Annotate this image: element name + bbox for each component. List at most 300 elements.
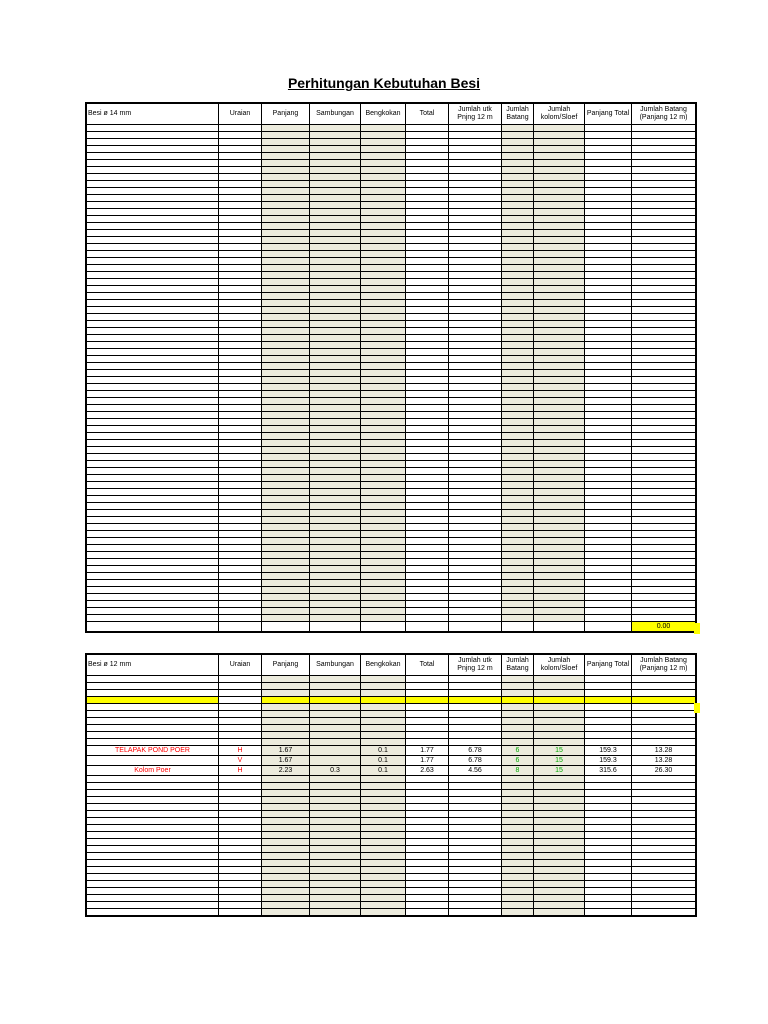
cell[interactable]: [585, 447, 632, 454]
cell[interactable]: [219, 704, 262, 711]
cell[interactable]: [406, 356, 449, 363]
cell[interactable]: [87, 797, 219, 804]
cell[interactable]: [262, 251, 310, 258]
cell[interactable]: [310, 622, 361, 632]
cell[interactable]: [361, 489, 406, 496]
cell[interactable]: [534, 482, 585, 489]
cell[interactable]: [585, 739, 632, 746]
cell[interactable]: [534, 244, 585, 251]
cell[interactable]: [406, 818, 449, 825]
cell[interactable]: [262, 825, 310, 832]
cell[interactable]: [361, 356, 406, 363]
cell[interactable]: [534, 237, 585, 244]
cell[interactable]: [361, 690, 406, 697]
cell[interactable]: [406, 216, 449, 223]
cell[interactable]: [502, 601, 534, 608]
cell[interactable]: [449, 377, 502, 384]
cell[interactable]: [585, 867, 632, 874]
cell[interactable]: [87, 125, 219, 132]
cell[interactable]: [87, 732, 219, 739]
cell[interactable]: [406, 167, 449, 174]
cell-jumlah-batang-12[interactable]: 26.30: [632, 766, 696, 776]
cell[interactable]: [361, 328, 406, 335]
cell[interactable]: [534, 580, 585, 587]
cell[interactable]: [534, 335, 585, 342]
cell[interactable]: [502, 265, 534, 272]
cell[interactable]: [585, 732, 632, 739]
cell[interactable]: [361, 174, 406, 181]
cell[interactable]: [502, 209, 534, 216]
cell[interactable]: [585, 683, 632, 690]
cell[interactable]: [449, 216, 502, 223]
cell[interactable]: [632, 286, 696, 293]
cell[interactable]: [406, 690, 449, 697]
cell[interactable]: [87, 230, 219, 237]
cell[interactable]: [449, 125, 502, 132]
cell[interactable]: [361, 468, 406, 475]
cell[interactable]: [449, 209, 502, 216]
cell[interactable]: [449, 349, 502, 356]
cell[interactable]: [449, 342, 502, 349]
cell[interactable]: [219, 825, 262, 832]
cell[interactable]: [310, 209, 361, 216]
cell[interactable]: [502, 125, 534, 132]
cell[interactable]: [406, 475, 449, 482]
cell[interactable]: [632, 587, 696, 594]
cell[interactable]: [502, 804, 534, 811]
cell[interactable]: [502, 251, 534, 258]
cell[interactable]: [585, 622, 632, 632]
cell[interactable]: [632, 704, 696, 711]
cell[interactable]: [219, 622, 262, 632]
cell[interactable]: [406, 797, 449, 804]
cell[interactable]: [449, 412, 502, 419]
cell[interactable]: [310, 531, 361, 538]
cell[interactable]: [502, 398, 534, 405]
cell[interactable]: [502, 370, 534, 377]
cell[interactable]: [449, 258, 502, 265]
cell[interactable]: [87, 697, 219, 704]
cell[interactable]: [87, 153, 219, 160]
cell[interactable]: [585, 601, 632, 608]
cell-jumlah-utk[interactable]: 6.78: [449, 746, 502, 756]
cell[interactable]: [585, 853, 632, 860]
cell[interactable]: [449, 895, 502, 902]
cell[interactable]: [361, 258, 406, 265]
cell[interactable]: [406, 839, 449, 846]
cell[interactable]: [219, 230, 262, 237]
cell[interactable]: [632, 510, 696, 517]
cell[interactable]: [502, 615, 534, 622]
cell[interactable]: [310, 566, 361, 573]
cell[interactable]: [406, 902, 449, 909]
cell[interactable]: [502, 517, 534, 524]
cell[interactable]: [87, 433, 219, 440]
cell[interactable]: [262, 139, 310, 146]
cell[interactable]: [585, 125, 632, 132]
cell[interactable]: [502, 475, 534, 482]
cell[interactable]: [632, 839, 696, 846]
cell[interactable]: [361, 398, 406, 405]
cell[interactable]: [502, 139, 534, 146]
cell[interactable]: [449, 335, 502, 342]
cell[interactable]: [449, 888, 502, 895]
cell[interactable]: [406, 615, 449, 622]
cell[interactable]: [361, 615, 406, 622]
cell[interactable]: [632, 676, 696, 683]
cell[interactable]: [262, 209, 310, 216]
cell[interactable]: [262, 202, 310, 209]
cell[interactable]: [449, 132, 502, 139]
cell[interactable]: [502, 195, 534, 202]
cell[interactable]: [310, 363, 361, 370]
cell[interactable]: [87, 704, 219, 711]
cell[interactable]: [262, 314, 310, 321]
cell[interactable]: [361, 433, 406, 440]
cell[interactable]: [406, 732, 449, 739]
cell[interactable]: [449, 489, 502, 496]
cell[interactable]: [87, 461, 219, 468]
cell[interactable]: [502, 132, 534, 139]
cell[interactable]: [219, 839, 262, 846]
cell[interactable]: [449, 188, 502, 195]
cell[interactable]: [449, 531, 502, 538]
cell[interactable]: [449, 503, 502, 510]
cell[interactable]: [534, 223, 585, 230]
cell[interactable]: [406, 188, 449, 195]
cell[interactable]: [585, 300, 632, 307]
cell[interactable]: [585, 580, 632, 587]
cell[interactable]: [310, 909, 361, 916]
cell[interactable]: [361, 776, 406, 783]
cell[interactable]: [262, 461, 310, 468]
cell[interactable]: [219, 697, 262, 704]
cell[interactable]: [406, 181, 449, 188]
cell[interactable]: [632, 314, 696, 321]
cell[interactable]: [585, 356, 632, 363]
cell[interactable]: [632, 608, 696, 615]
cell[interactable]: [406, 489, 449, 496]
cell[interactable]: [449, 286, 502, 293]
cell-uraian[interactable]: H: [219, 746, 262, 756]
cell[interactable]: [449, 538, 502, 545]
cell[interactable]: [219, 321, 262, 328]
cell[interactable]: [262, 545, 310, 552]
cell[interactable]: [534, 860, 585, 867]
cell[interactable]: [534, 265, 585, 272]
cell[interactable]: [219, 804, 262, 811]
cell[interactable]: [262, 531, 310, 538]
cell[interactable]: [502, 797, 534, 804]
cell[interactable]: [534, 209, 585, 216]
cell[interactable]: [534, 174, 585, 181]
cell[interactable]: [262, 321, 310, 328]
cell[interactable]: [449, 356, 502, 363]
cell[interactable]: [406, 524, 449, 531]
cell[interactable]: [310, 419, 361, 426]
cell[interactable]: [262, 160, 310, 167]
cell[interactable]: [219, 482, 262, 489]
cell[interactable]: [406, 244, 449, 251]
cell[interactable]: [87, 167, 219, 174]
cell[interactable]: [361, 732, 406, 739]
cell[interactable]: [310, 545, 361, 552]
cell[interactable]: [310, 690, 361, 697]
cell[interactable]: [219, 223, 262, 230]
cell[interactable]: [449, 265, 502, 272]
cell[interactable]: [310, 832, 361, 839]
cell[interactable]: [585, 552, 632, 559]
cell[interactable]: [219, 888, 262, 895]
cell[interactable]: [262, 790, 310, 797]
cell[interactable]: [310, 391, 361, 398]
cell[interactable]: [632, 811, 696, 818]
cell[interactable]: [534, 216, 585, 223]
cell[interactable]: [219, 510, 262, 517]
cell[interactable]: [585, 146, 632, 153]
cell[interactable]: [534, 314, 585, 321]
cell[interactable]: [219, 739, 262, 746]
cell[interactable]: [502, 538, 534, 545]
cell[interactable]: [406, 160, 449, 167]
cell[interactable]: [632, 881, 696, 888]
cell[interactable]: [585, 783, 632, 790]
cell[interactable]: [310, 874, 361, 881]
cell[interactable]: [632, 888, 696, 895]
cell[interactable]: [632, 580, 696, 587]
cell[interactable]: [585, 846, 632, 853]
cell[interactable]: [361, 888, 406, 895]
cell[interactable]: [87, 853, 219, 860]
cell[interactable]: [632, 398, 696, 405]
cell-jumlah-batang[interactable]: 8: [502, 766, 534, 776]
cell[interactable]: [262, 811, 310, 818]
cell[interactable]: [262, 328, 310, 335]
cell[interactable]: [87, 622, 219, 632]
cell[interactable]: [406, 608, 449, 615]
cell[interactable]: [502, 881, 534, 888]
cell[interactable]: [361, 209, 406, 216]
cell[interactable]: [87, 482, 219, 489]
cell[interactable]: [534, 307, 585, 314]
cell[interactable]: [361, 676, 406, 683]
cell[interactable]: [632, 230, 696, 237]
cell[interactable]: [406, 811, 449, 818]
cell[interactable]: [502, 510, 534, 517]
cell[interactable]: [585, 881, 632, 888]
cell[interactable]: [262, 153, 310, 160]
cell[interactable]: [632, 732, 696, 739]
cell[interactable]: [585, 510, 632, 517]
cell[interactable]: [361, 335, 406, 342]
cell[interactable]: [502, 531, 534, 538]
cell[interactable]: [534, 125, 585, 132]
cell[interactable]: [361, 195, 406, 202]
cell[interactable]: [534, 300, 585, 307]
cell[interactable]: [502, 321, 534, 328]
cell[interactable]: [87, 783, 219, 790]
cell[interactable]: [219, 524, 262, 531]
cell[interactable]: [406, 321, 449, 328]
cell[interactable]: [361, 349, 406, 356]
cell[interactable]: [262, 237, 310, 244]
cell[interactable]: [310, 314, 361, 321]
cell[interactable]: [502, 573, 534, 580]
cell[interactable]: [219, 209, 262, 216]
cell[interactable]: [87, 412, 219, 419]
cell[interactable]: [361, 559, 406, 566]
cell[interactable]: [310, 683, 361, 690]
cell[interactable]: [219, 307, 262, 314]
cell[interactable]: [534, 342, 585, 349]
cell[interactable]: [361, 573, 406, 580]
cell[interactable]: [632, 356, 696, 363]
cell[interactable]: [262, 300, 310, 307]
cell[interactable]: [406, 258, 449, 265]
cell[interactable]: [632, 725, 696, 732]
cell[interactable]: [361, 718, 406, 725]
cell[interactable]: [534, 356, 585, 363]
cell[interactable]: [502, 783, 534, 790]
cell[interactable]: [310, 503, 361, 510]
cell[interactable]: [585, 244, 632, 251]
cell[interactable]: [87, 251, 219, 258]
cell[interactable]: [632, 216, 696, 223]
cell[interactable]: [502, 697, 534, 704]
cell[interactable]: [262, 573, 310, 580]
cell[interactable]: [262, 853, 310, 860]
cell[interactable]: [219, 181, 262, 188]
cell[interactable]: [585, 160, 632, 167]
cell[interactable]: [534, 132, 585, 139]
cell[interactable]: [449, 690, 502, 697]
cell[interactable]: [449, 552, 502, 559]
cell[interactable]: [87, 132, 219, 139]
cell[interactable]: [449, 811, 502, 818]
cell[interactable]: [585, 676, 632, 683]
cell[interactable]: [87, 342, 219, 349]
cell[interactable]: [502, 433, 534, 440]
cell[interactable]: [262, 384, 310, 391]
cell[interactable]: [534, 690, 585, 697]
cell[interactable]: [406, 711, 449, 718]
cell[interactable]: [262, 412, 310, 419]
cell[interactable]: [632, 174, 696, 181]
cell[interactable]: [534, 601, 585, 608]
cell[interactable]: [262, 517, 310, 524]
cell[interactable]: [502, 853, 534, 860]
cell[interactable]: [361, 384, 406, 391]
cell[interactable]: [361, 811, 406, 818]
cell[interactable]: [310, 797, 361, 804]
cell[interactable]: [534, 718, 585, 725]
cell[interactable]: [219, 195, 262, 202]
cell[interactable]: [585, 251, 632, 258]
cell[interactable]: [406, 314, 449, 321]
cell[interactable]: [262, 839, 310, 846]
cell[interactable]: [262, 496, 310, 503]
cell[interactable]: [585, 825, 632, 832]
cell[interactable]: [406, 853, 449, 860]
cell[interactable]: [219, 293, 262, 300]
cell[interactable]: [632, 867, 696, 874]
cell[interactable]: [262, 510, 310, 517]
cell[interactable]: [361, 286, 406, 293]
cell[interactable]: [534, 608, 585, 615]
cell[interactable]: [219, 909, 262, 916]
cell[interactable]: [219, 279, 262, 286]
cell[interactable]: [406, 153, 449, 160]
cell[interactable]: [502, 503, 534, 510]
cell[interactable]: [449, 839, 502, 846]
cell[interactable]: [310, 559, 361, 566]
cell[interactable]: [502, 454, 534, 461]
cell[interactable]: [219, 475, 262, 482]
cell[interactable]: [502, 867, 534, 874]
cell[interactable]: [502, 237, 534, 244]
cell[interactable]: [585, 860, 632, 867]
cell[interactable]: [87, 867, 219, 874]
cell[interactable]: [310, 524, 361, 531]
cell[interactable]: [262, 286, 310, 293]
cell[interactable]: [502, 363, 534, 370]
cell[interactable]: [219, 146, 262, 153]
cell[interactable]: [361, 804, 406, 811]
cell[interactable]: [87, 181, 219, 188]
cell[interactable]: [406, 377, 449, 384]
cell-sambungan[interactable]: [310, 746, 361, 756]
cell[interactable]: [361, 832, 406, 839]
cell[interactable]: [219, 377, 262, 384]
cell[interactable]: [310, 839, 361, 846]
cell[interactable]: [632, 895, 696, 902]
cell[interactable]: [406, 860, 449, 867]
cell[interactable]: [534, 545, 585, 552]
cell[interactable]: [534, 286, 585, 293]
cell[interactable]: [262, 377, 310, 384]
cell[interactable]: [502, 146, 534, 153]
cell[interactable]: [219, 202, 262, 209]
cell[interactable]: [219, 832, 262, 839]
cell[interactable]: [502, 300, 534, 307]
cell[interactable]: [502, 328, 534, 335]
cell[interactable]: [534, 825, 585, 832]
cell[interactable]: [449, 860, 502, 867]
cell[interactable]: [632, 237, 696, 244]
cell[interactable]: [534, 732, 585, 739]
cell[interactable]: [585, 307, 632, 314]
cell[interactable]: [310, 146, 361, 153]
cell[interactable]: [87, 503, 219, 510]
cell[interactable]: [406, 867, 449, 874]
cell-uraian[interactable]: H: [219, 766, 262, 776]
cell[interactable]: [534, 258, 585, 265]
cell[interactable]: [406, 328, 449, 335]
cell[interactable]: [361, 517, 406, 524]
cell[interactable]: [310, 881, 361, 888]
cell[interactable]: [449, 223, 502, 230]
cell[interactable]: [87, 377, 219, 384]
cell[interactable]: [585, 167, 632, 174]
cell[interactable]: [262, 244, 310, 251]
cell[interactable]: [585, 153, 632, 160]
cell[interactable]: [585, 566, 632, 573]
cell[interactable]: [449, 874, 502, 881]
cell[interactable]: [534, 524, 585, 531]
cell[interactable]: [310, 216, 361, 223]
cell[interactable]: [87, 902, 219, 909]
cell[interactable]: [502, 739, 534, 746]
